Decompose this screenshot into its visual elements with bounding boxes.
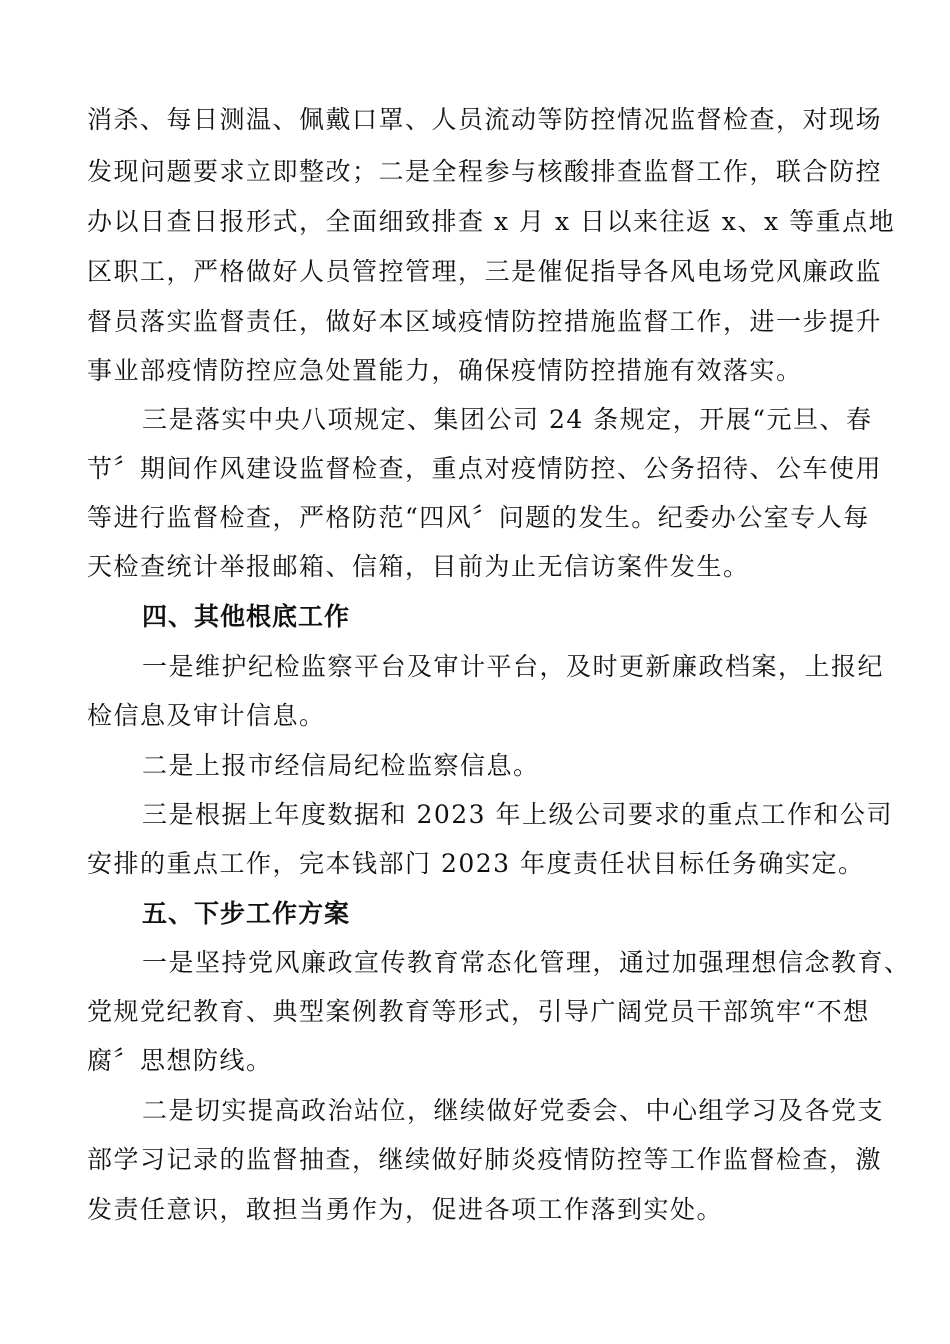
text-line: 安排的重点工作，完本钱部门 2023 年度责任状目标任务确实定。 [87,849,865,878]
paragraph-first-line: 一是坚持党风廉政宣传教育常态化管理，通过加强理想信念教育、 [142,948,911,977]
text-line: 区职工，严格做好人员管控管理，三是催促指导各风电场党风廉政监 [87,257,883,286]
text-line: 督员落实监督责任，做好本区域疫情防控措施监督工作，进一步提升 [87,307,883,336]
text-line: 党规党纪教育、典型案例教育等形式，引导广阔党员干部筑牢“不想 [87,997,870,1026]
paragraph-first-line: 二是切实提高政治站位，继续做好党委会、中心组学习及各党支 [142,1096,885,1125]
text-line: 节〞期间作风建设监督检查，重点对疫情防控、公务招待、公车使用 [87,454,883,483]
text-line: 发现问题要求立即整改；二是全程参与核酸排查监督工作，联合防控 [87,157,883,186]
text-line: 天检查统计举报邮箱、信箱，目前为止无信访案件发生。 [87,552,750,581]
text-line: 部学习记录的监督抽查，继续做好肺炎疫情防控等工作监督检查，激 [87,1145,883,1174]
text-line: 办以日查日报形式，全面细致排查 x 月 x 日以来往返 x、x 等重点地 [87,207,896,236]
paragraph-first-line: 二是上报市经信局纪检监察信息。 [142,751,540,780]
text-line: 消杀、每日测温、佩戴口罩、人员流动等防控情况监督检查，对现场 [87,105,883,134]
section-heading-5: 五、下步工作方案 [142,899,351,928]
paragraph-first-line: 三是落实中央八项规定、集团公司 24 条规定，开展“元旦、春 [142,405,873,434]
text-line: 等进行监督检查，严格防范“四风〞问题的发生。纪委办公室专人每 [87,503,870,532]
section-heading-4: 四、其他根底工作 [142,602,351,631]
text-line: 事业部疫情防控应急处置能力，确保疫情防控措施有效落实。 [87,356,803,385]
paragraph-first-line: 三是根据上年度数据和 2023 年上级公司要求的重点工作和公司 [142,800,894,829]
paragraph-first-line: 一是维护纪检监察平台及审计平台，及时更新廉政档案，上报纪 [142,652,885,681]
text-line: 检信息及审计信息。 [87,701,326,730]
text-line: 腐〞思想防线。 [87,1046,273,1075]
text-line: 发责任意识，敢担当勇作为，促进各项工作落到实处。 [87,1195,724,1224]
